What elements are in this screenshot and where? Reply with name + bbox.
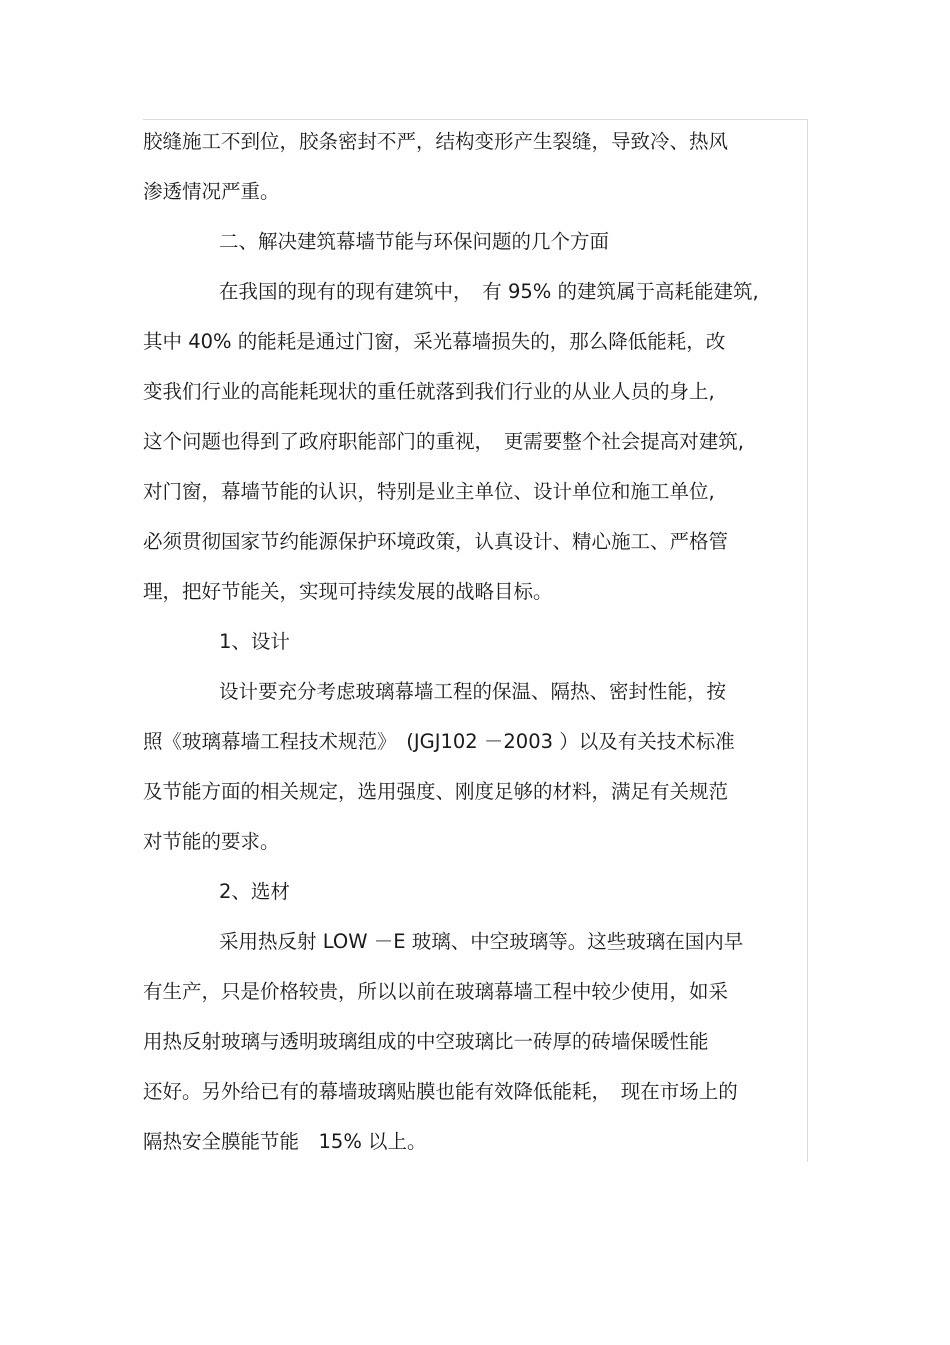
text-line-20: 还好。另外给已有的幕墙玻璃贴膜也能有效降低能耗， 现在市场上的 (143, 1080, 738, 1103)
text-line-7: 这个问题也得到了政府职能部门的重视， 更需要整个社会提高对建筑, (143, 430, 744, 453)
text-line-13: 照《玻璃幕墙工程技术规范》 (JGJ102 －2003 ）以及有关技术标准 (143, 730, 735, 753)
text-line-17: 采用热反射 LOW －E 玻璃、中空玻璃等。这些玻璃在国内早 (219, 930, 744, 953)
text-line-6: 变我们行业的高能耗现状的重任就落到我们行业的从业人员的身上, (143, 380, 715, 403)
text-line-1: 胶缝施工不到位，胶条密封不严，结构变形产生裂缝，导致冷、热风 (143, 130, 729, 153)
text-line-5: 其中 40% 的能耗是通过门窗，采光幕墙损失的，那么降低能耗，改 (143, 330, 726, 353)
text-line-19: 用热反射玻璃与透明玻璃组成的中空玻璃比一砖厚的砖墙保暖性能 (143, 1030, 709, 1053)
text-line-12: 设计要充分考虑玻璃幕墙工程的保温、隔热、密封性能，按 (219, 680, 727, 703)
text-line-14: 及节能方面的相关规定，选用强度、刚度足够的材料，满足有关规范 (143, 780, 729, 803)
text-line-9: 必须贯彻国家节约能源保护环境政策，认真设计、精心施工、严格管 (143, 530, 729, 553)
text-line-4: 在我国的现有的现有建筑中， 有 95% 的建筑属于高耗能建筑, (219, 280, 759, 303)
subheading-design: 1、设计 (219, 630, 290, 653)
text-line-10: 理，把好节能关，实现可持续发展的战略目标。 (143, 580, 553, 603)
text-line-2: 渗透情况严重。 (143, 180, 280, 203)
document-body (143, 122, 808, 1172)
section-heading-2: 二、解决建筑幕墙节能与环保问题的几个方面 (219, 230, 610, 253)
subheading-materials: 2、选材 (219, 880, 290, 903)
text-line-15: 对节能的要求。 (143, 830, 280, 853)
text-line-21: 隔热安全膜能节能 15% 以上。 (143, 1130, 427, 1153)
text-line-18: 有生产，只是价格较贵，所以以前在玻璃幕墙工程中较少使用，如采 (143, 980, 729, 1003)
text-line-8: 对门窗，幕墙节能的认识，特别是业主单位、设计单位和施工单位, (143, 480, 715, 503)
